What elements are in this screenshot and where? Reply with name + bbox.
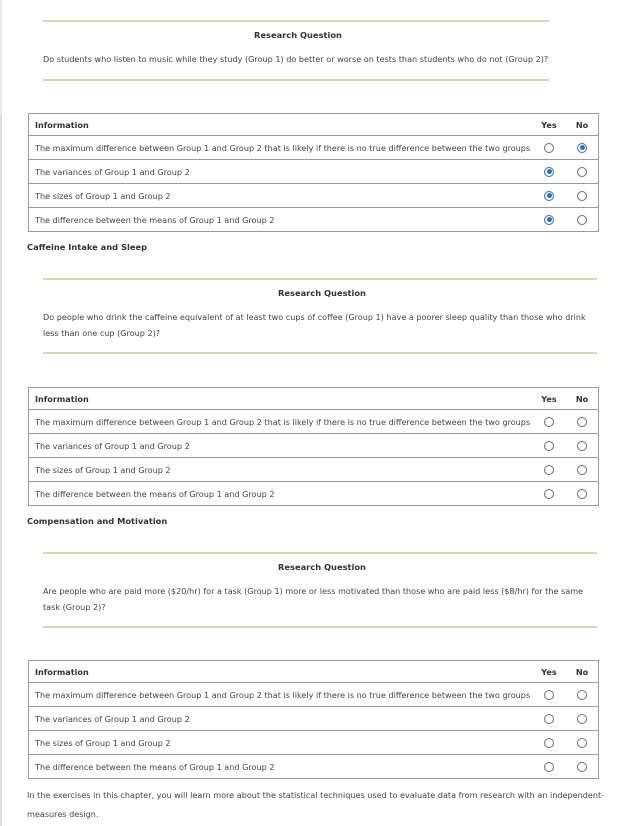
research-question-heading: Research Question (278, 288, 366, 298)
table-row (29, 683, 599, 707)
no-radio[interactable] (577, 215, 587, 225)
yes-radio[interactable] (544, 714, 554, 724)
no-radio[interactable] (577, 417, 587, 427)
no-radio[interactable] (577, 167, 587, 177)
table-row (29, 184, 599, 208)
yes-header: Yes (541, 393, 557, 404)
no-radio[interactable] (577, 441, 587, 451)
research-question-text: Are people who are paid more ($20/hr) for a task (Group 1) more or less motivated than those who are paid less ($8/hr) for the same task (Group 2)? (43, 586, 584, 612)
research-question-text: Do students who listen to music while they study (Group 1) do better or worse on tests than students who do not (Group 2)? (43, 54, 549, 64)
information-table (28, 113, 599, 232)
row-label: The maximum difference between Group 1 and Group 2 that is likely if there is no true difference between the two groups (29, 410, 533, 434)
no-radio[interactable] (577, 762, 587, 772)
left-edge-shade (0, 114, 2, 826)
table-row (29, 136, 599, 160)
research-question-top-rule (43, 20, 549, 22)
no-radio[interactable] (577, 143, 587, 153)
information-header: Information (35, 666, 89, 677)
no-radio[interactable] (577, 690, 587, 700)
research-question-top-rule (43, 278, 597, 280)
row-label: The variances of Group 1 and Group 2 (29, 160, 533, 184)
row-label: The variances of Group 1 and Group 2 (29, 434, 533, 458)
research-question-bottom-rule (43, 626, 597, 628)
research-question-top-rule (43, 552, 597, 554)
no-radio[interactable] (577, 489, 587, 499)
information-header: Information (35, 393, 89, 404)
research-question-bottom-rule (43, 79, 549, 81)
table-header-row (29, 388, 599, 410)
yes-radio[interactable] (544, 465, 554, 475)
yes-radio[interactable] (544, 738, 554, 748)
table-header-row (29, 114, 599, 136)
table-row (29, 755, 599, 779)
research-question-text: Do people who drink the caffeine equivalent of at least two cups of coffee (Group 1) have a poorer sleep quality than those who drink less than one cup (Group 2)? (43, 312, 586, 338)
research-question-heading: Research Question (278, 562, 366, 572)
yes-radio[interactable] (544, 441, 554, 451)
information-table (28, 660, 599, 779)
row-label: The maximum difference between Group 1 and Group 2 that is likely if there is no true difference between the two groups (29, 136, 533, 160)
section-title: Compensation and Motivation (27, 516, 168, 526)
no-header: No (575, 393, 589, 404)
research-question-heading: Research Question (254, 30, 342, 40)
table-row (29, 482, 599, 506)
table-row (29, 731, 599, 755)
yes-radio[interactable] (544, 489, 554, 499)
yes-radio[interactable] (544, 191, 554, 201)
yes-radio[interactable] (544, 690, 554, 700)
row-label: The sizes of Group 1 and Group 2 (29, 458, 533, 482)
row-label: The difference between the means of Group 1 and Group 2 (29, 755, 533, 779)
table-row (29, 458, 599, 482)
yes-radio[interactable] (544, 215, 554, 225)
row-label: The sizes of Group 1 and Group 2 (29, 731, 533, 755)
table-header-row (29, 661, 599, 683)
no-radio[interactable] (577, 738, 587, 748)
closing-paragraph: In the exercises in this chapter, you will learn more about the statistical techniques used to evaluate data from research with an independent-measures design. (27, 790, 605, 819)
table-row (29, 160, 599, 184)
research-question-bottom-rule (43, 352, 597, 354)
table-row (29, 410, 599, 434)
row-label: The difference between the means of Group 1 and Group 2 (29, 482, 533, 506)
table-row (29, 707, 599, 731)
no-header: No (575, 119, 589, 130)
no-radio[interactable] (577, 465, 587, 475)
row-label: The difference between the means of Group 1 and Group 2 (29, 208, 533, 232)
no-radio[interactable] (577, 191, 587, 201)
no-radio[interactable] (577, 714, 587, 724)
row-label: The variances of Group 1 and Group 2 (29, 707, 533, 731)
table-row (29, 434, 599, 458)
yes-radio[interactable] (544, 143, 554, 153)
no-header: No (575, 666, 589, 677)
yes-header: Yes (541, 666, 557, 677)
row-label: The maximum difference between Group 1 and Group 2 that is likely if there is no true difference between the two groups (29, 683, 533, 707)
table-row (29, 208, 599, 232)
section-title: Caffeine Intake and Sleep (27, 242, 148, 252)
information-table (28, 387, 599, 506)
yes-radio[interactable] (544, 417, 554, 427)
yes-radio[interactable] (544, 762, 554, 772)
yes-header: Yes (541, 119, 557, 130)
yes-radio[interactable] (544, 167, 554, 177)
information-header: Information (35, 119, 89, 130)
row-label: The sizes of Group 1 and Group 2 (29, 184, 533, 208)
